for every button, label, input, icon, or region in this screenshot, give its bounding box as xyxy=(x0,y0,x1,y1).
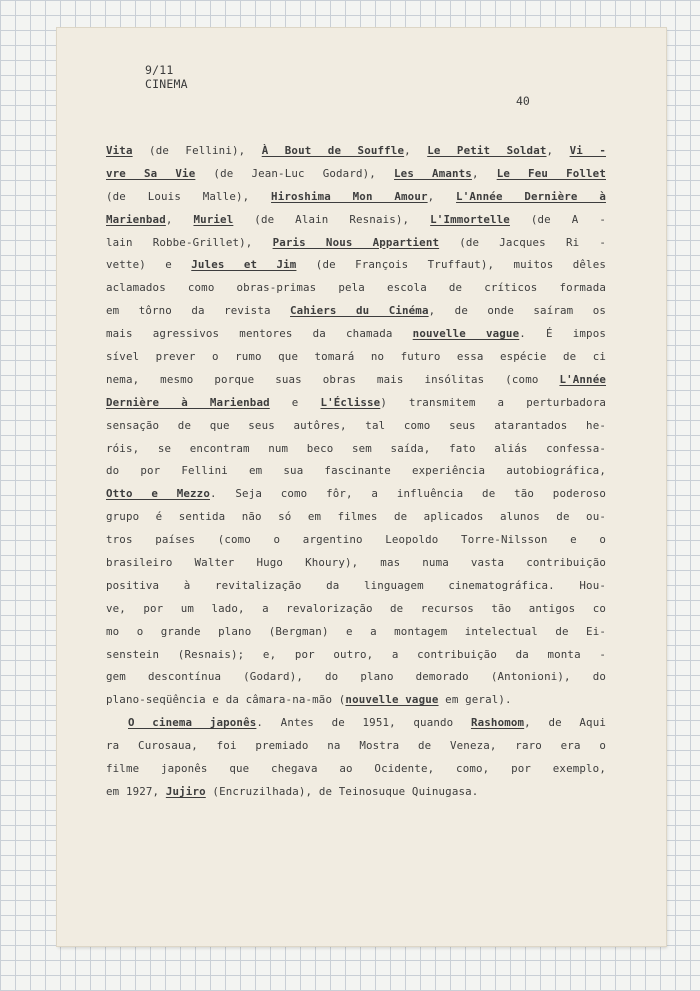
text-segment: (de Jean-Luc Godard), xyxy=(195,166,395,180)
text-segment: ) transmitem a perturbadora xyxy=(380,395,607,409)
text-segment: , xyxy=(471,166,497,180)
text-segment: positiva à revitalização da linguagem cinematográfica. Hou- xyxy=(106,578,606,592)
text-line xyxy=(106,621,606,644)
text-line xyxy=(106,460,606,483)
text-segment: (de Jacques Ri - xyxy=(439,235,606,249)
text-segment: e xyxy=(269,395,321,409)
text-line xyxy=(106,781,606,804)
text-segment: , de Aqui xyxy=(524,716,607,730)
text-segment: em 1927, xyxy=(106,784,166,798)
text-line xyxy=(106,598,606,621)
text-segment: . É impos xyxy=(519,327,606,341)
text-line xyxy=(106,209,606,232)
text-line xyxy=(106,483,606,506)
underlined-title: Paris Nous Appartient xyxy=(272,235,440,249)
underlined-title: Vi - xyxy=(569,144,606,157)
underlined-title: Les Amants xyxy=(394,166,472,180)
body-text xyxy=(106,140,606,804)
text-segment: róis, se encontram num beco sem saída, fato aliás confessa- xyxy=(106,441,606,455)
underlined-title: Cahiers du Cinéma xyxy=(290,304,429,318)
text-segment: do por Fellini em sua fascinante experiência autobiográfica, xyxy=(106,464,606,478)
header-section: CINEMA xyxy=(145,77,188,91)
text-line xyxy=(106,392,606,415)
text-segment: plano-seqüência e da câmara-na-mão ( xyxy=(106,693,346,707)
text-segment: ve, por um lado, a revalorização de recursos tão antigos co xyxy=(106,601,606,615)
text-line xyxy=(106,689,606,712)
text-segment: . Antes de 1951, quando xyxy=(256,716,471,730)
text-segment: tros países (como o argentino Leopoldo Torre-Nilsson e o xyxy=(106,533,606,547)
text-line xyxy=(106,575,606,598)
text-segment: (de François Truffaut), muitos dêles xyxy=(296,258,606,272)
text-segment: (Encruzilhada), de Teinosuque Quinugasa. xyxy=(205,784,479,798)
text-line xyxy=(106,323,606,346)
text-line xyxy=(106,552,606,575)
underlined-title: L'Éclisse xyxy=(320,395,381,409)
underlined-title: À Bout de Souffle xyxy=(261,144,405,157)
text-segment: sível prever o rumo que tomará no futuro essa espécie de ci xyxy=(106,350,606,364)
text-line xyxy=(106,186,606,209)
text-segment: (de Fellini), xyxy=(132,144,262,157)
underlined-title: Le Petit Soldat xyxy=(427,144,547,157)
text-segment: vette) e xyxy=(106,258,192,272)
text-segment: grupo é sentida não só em filmes de aplicados alunos de ou- xyxy=(106,510,606,524)
text-segment: , xyxy=(404,144,428,157)
underlined-title: Rashomom xyxy=(470,716,525,730)
text-segment: , xyxy=(427,189,457,203)
text-segment: nema, mesmo porque suas obras mais insólitas (como xyxy=(106,372,560,386)
underlined-title: Le Feu Follet xyxy=(496,166,606,180)
page-number: 40 xyxy=(516,94,530,108)
text-line xyxy=(106,506,606,529)
text-segment: lain Robbe-Grillet), xyxy=(106,235,273,249)
text-line xyxy=(106,529,606,552)
underlined-title: Otto e Mezzo xyxy=(106,487,210,501)
text-segment: gem descontínua (Godard), do plano demorado (Antonioni), do xyxy=(106,670,606,684)
text-segment: sensação de que seus autôres, tal como seus atarantados he- xyxy=(106,418,606,432)
text-segment: , de onde saíram os xyxy=(428,304,606,318)
text-line xyxy=(106,758,606,781)
text-line xyxy=(106,232,606,255)
text-line xyxy=(106,346,606,369)
typewritten-page xyxy=(57,28,666,946)
text-segment: , xyxy=(165,212,194,226)
text-segment: aclamados como obras-primas pela escola de críticos formada xyxy=(106,281,606,295)
text-segment: em tôrno da revista xyxy=(106,304,291,318)
text-segment: (de Louis Malle), xyxy=(106,189,272,203)
text-line xyxy=(106,300,606,323)
text-line xyxy=(106,140,606,163)
text-segment: , xyxy=(546,144,570,157)
text-line xyxy=(106,369,606,392)
underlined-title: nouvelle vague xyxy=(345,693,439,707)
text-line xyxy=(106,163,606,186)
underlined-title: L'Année Dernière à xyxy=(456,189,606,203)
text-line xyxy=(106,712,606,735)
text-segment: (de A - xyxy=(509,212,606,226)
text-line xyxy=(106,666,606,689)
underlined-title: Dernière à Marienbad xyxy=(106,395,270,409)
underlined-title: vre Sa Vie xyxy=(106,166,196,180)
underlined-title: Hiroshima Mon Amour xyxy=(271,189,428,203)
text-line xyxy=(106,438,606,461)
underlined-title: Jules et Jim xyxy=(191,258,297,272)
text-line xyxy=(106,415,606,438)
text-line xyxy=(106,735,606,758)
text-line xyxy=(106,277,606,300)
text-line xyxy=(106,644,606,667)
underlined-title: Muriel xyxy=(193,212,234,226)
underlined-title: L'Immortelle xyxy=(430,212,510,226)
text-segment: em geral). xyxy=(438,693,512,707)
underlined-title: O cinema japonês xyxy=(128,716,257,730)
text-segment: mo o grande plano (Bergman) e a montagem intelectual de Ei- xyxy=(106,624,606,638)
text-segment: senstein (Resnais); e, por outro, a contribuição da monta - xyxy=(106,647,606,661)
text-segment: mais agressivos mentores da chamada xyxy=(106,327,413,341)
underlined-title: nouvelle vague xyxy=(412,327,520,341)
underlined-title: Vita xyxy=(106,144,133,157)
text-segment: filme japonês que chegava ao Ocidente, como, por exemplo, xyxy=(106,762,606,776)
header-volume: 9/11 xyxy=(145,63,174,77)
text-segment: . Seja como fôr, a influência de tão poderoso xyxy=(210,487,606,501)
text-segment: brasileiro Walter Hugo Khoury), mas numa vasta contribuição xyxy=(106,556,606,570)
text-line xyxy=(106,254,606,277)
text-segment: ra Curosaua, foi premiado na Mostra de Veneza, raro era o xyxy=(106,739,606,753)
underlined-title: L'Année xyxy=(559,372,606,386)
underlined-title: Marienbad xyxy=(106,212,166,226)
text-segment: (de Alain Resnais), xyxy=(233,212,431,226)
underlined-title: Jujiro xyxy=(165,784,206,798)
